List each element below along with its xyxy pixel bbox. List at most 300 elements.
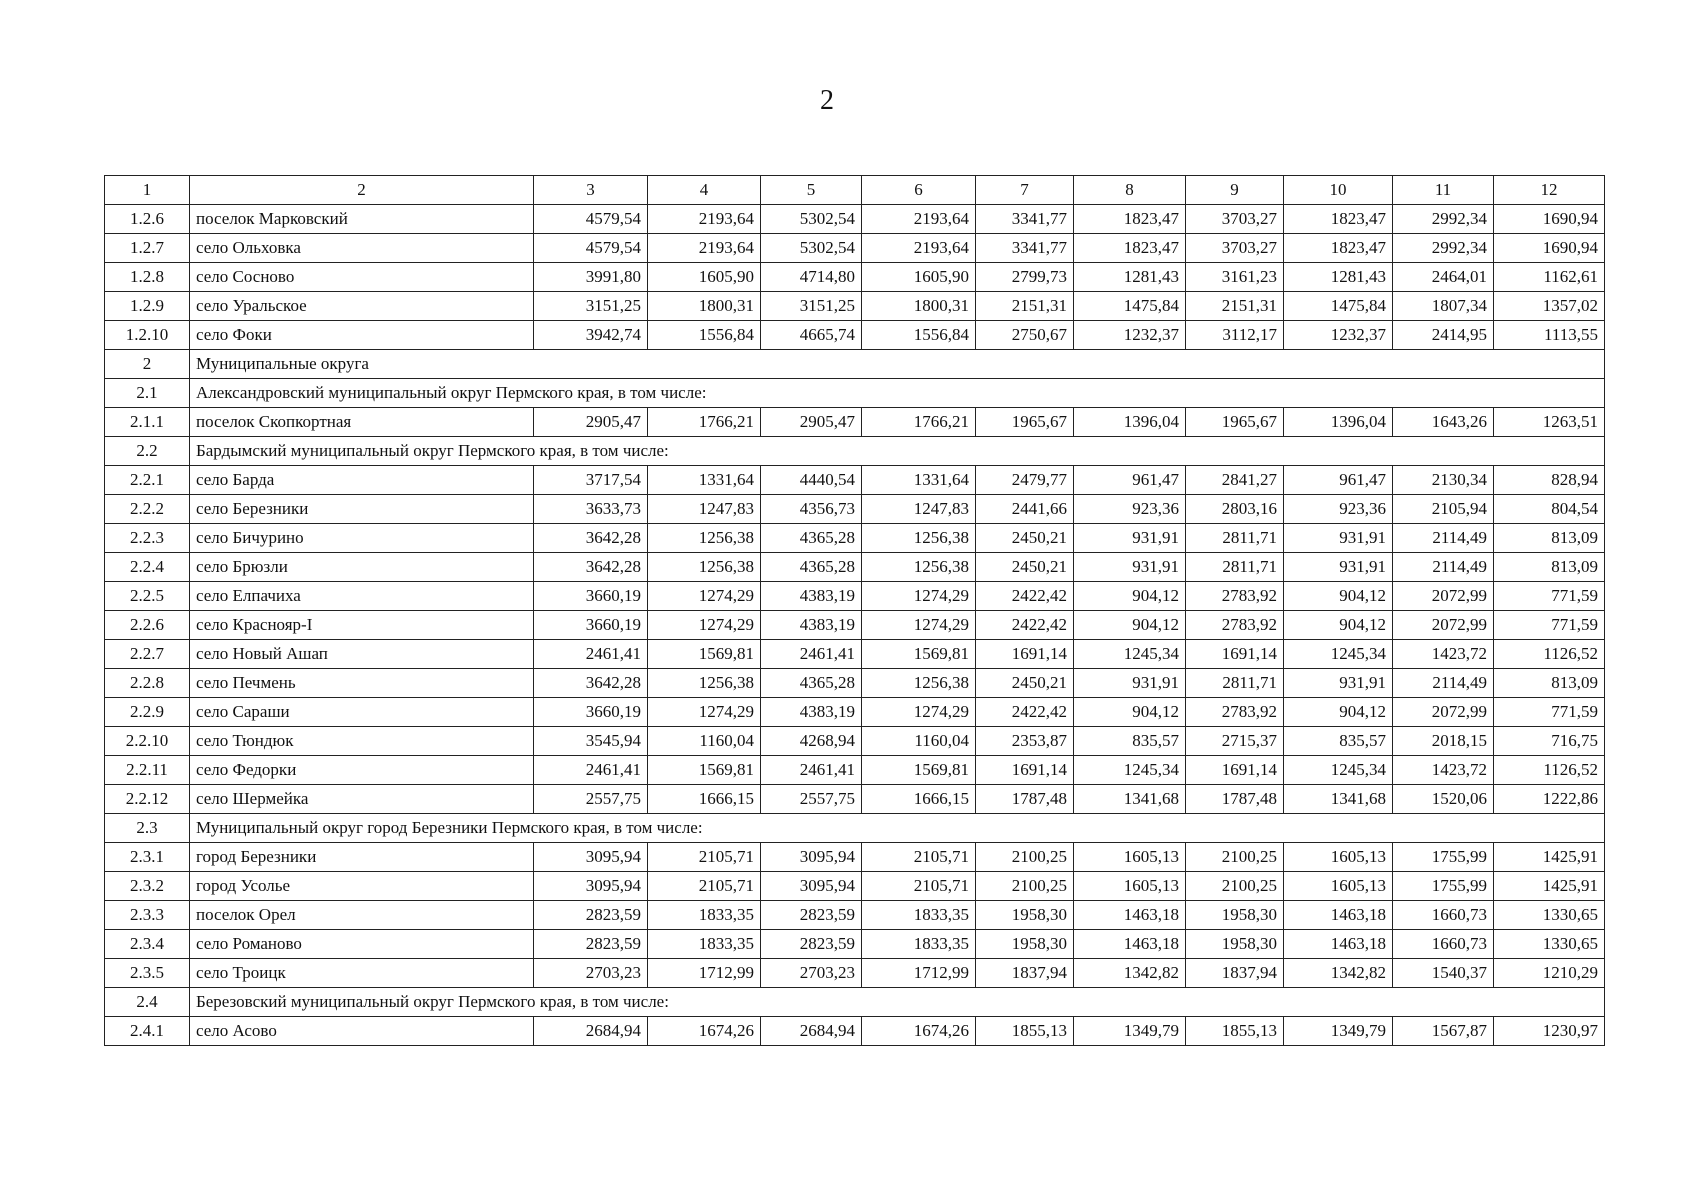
settlement-name-cell: село Федорки (190, 756, 534, 785)
section-row (105, 379, 1605, 408)
row-code-cell: 2.2.4 (105, 553, 190, 582)
value-cell: 2811,71 (1186, 553, 1284, 582)
value-cell: 1520,06 (1393, 785, 1494, 814)
value-cell: 804,54 (1494, 495, 1605, 524)
value-cell: 1958,30 (976, 930, 1074, 959)
value-cell: 904,12 (1074, 698, 1186, 727)
value-cell: 2353,87 (976, 727, 1074, 756)
value-cell: 1800,31 (648, 292, 761, 321)
value-cell: 1342,82 (1074, 959, 1186, 988)
value-cell: 2450,21 (976, 669, 1074, 698)
value-cell: 1855,13 (1186, 1017, 1284, 1046)
value-cell: 2105,71 (862, 872, 976, 901)
row-code-cell: 2.3.2 (105, 872, 190, 901)
value-cell: 2464,01 (1393, 263, 1494, 292)
value-cell: 2100,25 (976, 872, 1074, 901)
value-cell: 3112,17 (1186, 321, 1284, 350)
value-cell: 2703,23 (761, 959, 862, 988)
settlement-name-cell: село Романово (190, 930, 534, 959)
table-row (105, 698, 1605, 727)
value-cell: 1690,94 (1494, 205, 1605, 234)
value-cell: 2105,94 (1393, 495, 1494, 524)
value-cell: 1833,35 (648, 930, 761, 959)
value-cell: 2114,49 (1393, 669, 1494, 698)
row-code-cell: 1.2.8 (105, 263, 190, 292)
value-cell: 1256,38 (862, 553, 976, 582)
value-cell: 4356,73 (761, 495, 862, 524)
value-cell: 1605,13 (1074, 843, 1186, 872)
value-cell: 1569,81 (648, 756, 761, 785)
table-row (105, 1017, 1605, 1046)
value-cell: 4365,28 (761, 669, 862, 698)
value-cell: 1463,18 (1284, 901, 1393, 930)
value-cell: 1569,81 (648, 640, 761, 669)
page-number: 2 (820, 85, 834, 116)
value-cell: 771,59 (1494, 611, 1605, 640)
row-code-cell: 2.2 (105, 437, 190, 466)
value-cell: 1605,90 (648, 263, 761, 292)
value-cell: 1823,47 (1074, 205, 1186, 234)
value-cell: 1605,13 (1074, 872, 1186, 901)
column-number-cell: 6 (862, 176, 976, 205)
row-code-cell: 2.2.8 (105, 669, 190, 698)
column-number-cell: 10 (1284, 176, 1393, 205)
value-cell: 4714,80 (761, 263, 862, 292)
value-cell: 2783,92 (1186, 611, 1284, 640)
row-code-cell: 2.3.5 (105, 959, 190, 988)
table-row (105, 930, 1605, 959)
row-code-cell: 1.2.10 (105, 321, 190, 350)
value-cell: 828,94 (1494, 466, 1605, 495)
row-code-cell: 2.1.1 (105, 408, 190, 437)
value-cell: 1256,38 (648, 524, 761, 553)
row-code-cell: 1.2.9 (105, 292, 190, 321)
table-row (105, 524, 1605, 553)
value-cell: 1755,99 (1393, 872, 1494, 901)
header-row (105, 176, 1605, 205)
table-row (105, 466, 1605, 495)
value-cell: 4579,54 (534, 205, 648, 234)
value-cell: 2414,95 (1393, 321, 1494, 350)
settlement-name-cell: село Сосново (190, 263, 534, 292)
value-cell: 2072,99 (1393, 582, 1494, 611)
value-cell: 2823,59 (761, 901, 862, 930)
value-cell: 961,47 (1284, 466, 1393, 495)
value-cell: 1247,83 (862, 495, 976, 524)
value-cell: 1691,14 (1186, 756, 1284, 785)
value-cell: 931,91 (1284, 669, 1393, 698)
value-cell: 1556,84 (648, 321, 761, 350)
row-code-cell: 2.2.9 (105, 698, 190, 727)
value-cell: 2557,75 (761, 785, 862, 814)
value-cell: 4365,28 (761, 553, 862, 582)
settlement-name-cell: село Сараши (190, 698, 534, 727)
value-cell: 931,91 (1284, 524, 1393, 553)
value-cell: 2100,25 (976, 843, 1074, 872)
value-cell: 1357,02 (1494, 292, 1605, 321)
value-cell: 931,91 (1074, 553, 1186, 582)
value-cell: 904,12 (1284, 582, 1393, 611)
value-cell: 1245,34 (1074, 640, 1186, 669)
value-cell: 1833,35 (648, 901, 761, 930)
column-number-cell: 1 (105, 176, 190, 205)
row-code-cell: 2.2.1 (105, 466, 190, 495)
value-cell: 904,12 (1074, 611, 1186, 640)
column-number-cell: 2 (190, 176, 534, 205)
value-cell: 3095,94 (761, 843, 862, 872)
table-row (105, 669, 1605, 698)
value-cell: 2193,64 (862, 205, 976, 234)
value-cell: 2114,49 (1393, 553, 1494, 582)
value-cell: 1274,29 (862, 611, 976, 640)
value-cell: 1475,84 (1284, 292, 1393, 321)
value-cell: 771,59 (1494, 698, 1605, 727)
value-cell: 813,09 (1494, 553, 1605, 582)
value-cell: 931,91 (1074, 524, 1186, 553)
value-cell: 3660,19 (534, 698, 648, 727)
value-cell: 3991,80 (534, 263, 648, 292)
section-row (105, 350, 1605, 379)
value-cell: 2105,71 (862, 843, 976, 872)
row-code-cell: 2.2.2 (105, 495, 190, 524)
table-row (105, 959, 1605, 988)
settlement-name-cell: город Усолье (190, 872, 534, 901)
settlement-name-cell: село Троицк (190, 959, 534, 988)
value-cell: 2811,71 (1186, 669, 1284, 698)
row-code-cell: 2.3.4 (105, 930, 190, 959)
value-cell: 1569,81 (862, 756, 976, 785)
value-cell: 2823,59 (761, 930, 862, 959)
settlement-name-cell: село Тюндюк (190, 727, 534, 756)
value-cell: 4665,74 (761, 321, 862, 350)
value-cell: 2114,49 (1393, 524, 1494, 553)
value-cell: 1341,68 (1074, 785, 1186, 814)
value-cell: 931,91 (1074, 669, 1186, 698)
value-cell: 2193,64 (648, 205, 761, 234)
value-cell: 2441,66 (976, 495, 1074, 524)
value-cell: 1274,29 (862, 582, 976, 611)
value-cell: 1833,35 (862, 901, 976, 930)
value-cell: 4579,54 (534, 234, 648, 263)
value-cell: 3642,28 (534, 669, 648, 698)
value-cell: 1965,67 (976, 408, 1074, 437)
section-row (105, 988, 1605, 1017)
value-cell: 1281,43 (1074, 263, 1186, 292)
value-cell: 3341,77 (976, 205, 1074, 234)
section-title-cell: Муниципальный округ город Березники Пермского края, в том числе: (190, 814, 1605, 843)
value-cell: 3642,28 (534, 553, 648, 582)
value-cell: 1396,04 (1074, 408, 1186, 437)
value-cell: 1210,29 (1494, 959, 1605, 988)
value-cell: 3095,94 (534, 843, 648, 872)
table-row (105, 205, 1605, 234)
column-number-cell: 8 (1074, 176, 1186, 205)
value-cell: 3642,28 (534, 524, 648, 553)
value-cell: 1605,13 (1284, 872, 1393, 901)
value-cell: 2803,16 (1186, 495, 1284, 524)
value-cell: 1823,47 (1074, 234, 1186, 263)
value-cell: 1274,29 (648, 582, 761, 611)
value-cell: 1162,61 (1494, 263, 1605, 292)
value-cell: 771,59 (1494, 582, 1605, 611)
settlement-name-cell: город Березники (190, 843, 534, 872)
value-cell: 2715,37 (1186, 727, 1284, 756)
value-cell: 1349,79 (1284, 1017, 1393, 1046)
value-cell: 2130,34 (1393, 466, 1494, 495)
value-cell: 1660,73 (1393, 901, 1494, 930)
value-cell: 3717,54 (534, 466, 648, 495)
settlement-name-cell: село Краснояр-I (190, 611, 534, 640)
value-cell: 1245,34 (1284, 640, 1393, 669)
value-cell: 3151,25 (761, 292, 862, 321)
value-cell: 1256,38 (862, 669, 976, 698)
column-number-cell: 7 (976, 176, 1074, 205)
value-cell: 2105,71 (648, 843, 761, 872)
value-cell: 3660,19 (534, 611, 648, 640)
table-row (105, 292, 1605, 321)
settlement-name-cell: село Барда (190, 466, 534, 495)
value-cell: 1766,21 (648, 408, 761, 437)
value-cell: 2193,64 (648, 234, 761, 263)
value-cell: 1274,29 (648, 698, 761, 727)
value-cell: 1232,37 (1074, 321, 1186, 350)
value-cell: 1274,29 (648, 611, 761, 640)
value-cell: 813,09 (1494, 669, 1605, 698)
value-cell: 1245,34 (1284, 756, 1393, 785)
settlement-name-cell: село Бичурино (190, 524, 534, 553)
value-cell: 3341,77 (976, 234, 1074, 263)
value-cell: 931,91 (1284, 553, 1393, 582)
value-cell: 1766,21 (862, 408, 976, 437)
value-cell: 1256,38 (648, 669, 761, 698)
value-cell: 1605,90 (862, 263, 976, 292)
column-number-cell: 5 (761, 176, 862, 205)
table-row (105, 263, 1605, 292)
settlement-name-cell: село Новый Ашап (190, 640, 534, 669)
value-cell: 1342,82 (1284, 959, 1393, 988)
value-cell: 2018,15 (1393, 727, 1494, 756)
value-cell: 1423,72 (1393, 756, 1494, 785)
value-cell: 923,36 (1074, 495, 1186, 524)
table-row (105, 408, 1605, 437)
value-cell: 1540,37 (1393, 959, 1494, 988)
table-row (105, 640, 1605, 669)
table-row (105, 234, 1605, 263)
value-cell: 2461,41 (534, 640, 648, 669)
column-number-cell: 11 (1393, 176, 1494, 205)
value-cell: 2461,41 (761, 640, 862, 669)
value-cell: 1245,34 (1074, 756, 1186, 785)
value-cell: 2750,67 (976, 321, 1074, 350)
value-cell: 1396,04 (1284, 408, 1393, 437)
value-cell: 4440,54 (761, 466, 862, 495)
value-cell: 1833,35 (862, 930, 976, 959)
row-code-cell: 2.3.1 (105, 843, 190, 872)
value-cell: 1965,67 (1186, 408, 1284, 437)
value-cell: 1463,18 (1284, 930, 1393, 959)
table-row (105, 321, 1605, 350)
value-cell: 2841,27 (1186, 466, 1284, 495)
value-cell: 1666,15 (648, 785, 761, 814)
value-cell: 2799,73 (976, 263, 1074, 292)
value-cell: 835,57 (1074, 727, 1186, 756)
value-cell: 4383,19 (761, 698, 862, 727)
value-cell: 1691,14 (976, 640, 1074, 669)
value-cell: 1330,65 (1494, 901, 1605, 930)
section-title-cell: Бардымский муниципальный округ Пермского края, в том числе: (190, 437, 1605, 466)
value-cell: 1837,94 (976, 959, 1074, 988)
value-cell: 2783,92 (1186, 698, 1284, 727)
value-cell: 2557,75 (534, 785, 648, 814)
row-code-cell: 2.2.6 (105, 611, 190, 640)
settlement-name-cell: село Уральское (190, 292, 534, 321)
value-cell: 1643,26 (1393, 408, 1494, 437)
value-cell: 2450,21 (976, 524, 1074, 553)
value-cell: 1331,64 (648, 466, 761, 495)
settlement-name-cell: село Елпачиха (190, 582, 534, 611)
value-cell: 1855,13 (976, 1017, 1074, 1046)
column-number-cell: 4 (648, 176, 761, 205)
row-code-cell: 1.2.6 (105, 205, 190, 234)
section-row (105, 814, 1605, 843)
value-cell: 1787,48 (1186, 785, 1284, 814)
table-row (105, 785, 1605, 814)
value-cell: 3703,27 (1186, 205, 1284, 234)
settlement-name-cell: село Асово (190, 1017, 534, 1046)
tariff-table (104, 175, 1605, 1046)
value-cell: 904,12 (1284, 611, 1393, 640)
value-cell: 2992,34 (1393, 234, 1494, 263)
row-code-cell: 2.2.5 (105, 582, 190, 611)
value-cell: 1666,15 (862, 785, 976, 814)
value-cell: 1691,14 (976, 756, 1074, 785)
row-code-cell: 2.4.1 (105, 1017, 190, 1046)
value-cell: 1126,52 (1494, 640, 1605, 669)
value-cell: 1823,47 (1284, 205, 1393, 234)
table-row (105, 582, 1605, 611)
row-code-cell: 2.2.7 (105, 640, 190, 669)
value-cell: 2684,94 (761, 1017, 862, 1046)
value-cell: 2823,59 (534, 930, 648, 959)
settlement-name-cell: село Шермейка (190, 785, 534, 814)
value-cell: 1330,65 (1494, 930, 1605, 959)
settlement-name-cell: село Березники (190, 495, 534, 524)
value-cell: 835,57 (1284, 727, 1393, 756)
value-cell: 2811,71 (1186, 524, 1284, 553)
value-cell: 1567,87 (1393, 1017, 1494, 1046)
value-cell: 904,12 (1284, 698, 1393, 727)
value-cell: 4365,28 (761, 524, 862, 553)
value-cell: 5302,54 (761, 234, 862, 263)
table-row (105, 727, 1605, 756)
value-cell: 3095,94 (534, 872, 648, 901)
value-cell: 1281,43 (1284, 263, 1393, 292)
value-cell: 2422,42 (976, 611, 1074, 640)
value-cell: 2461,41 (761, 756, 862, 785)
value-cell: 1712,99 (862, 959, 976, 988)
row-code-cell: 2.3.3 (105, 901, 190, 930)
settlement-name-cell: поселок Марковский (190, 205, 534, 234)
row-code-cell: 2 (105, 350, 190, 379)
value-cell: 1425,91 (1494, 872, 1605, 901)
section-title-cell: Муниципальные округа (190, 350, 1605, 379)
table-row (105, 843, 1605, 872)
value-cell: 1837,94 (1186, 959, 1284, 988)
value-cell: 2151,31 (976, 292, 1074, 321)
settlement-name-cell: поселок Скопкортная (190, 408, 534, 437)
value-cell: 1800,31 (862, 292, 976, 321)
row-code-cell: 2.2.3 (105, 524, 190, 553)
value-cell: 904,12 (1074, 582, 1186, 611)
table-row (105, 611, 1605, 640)
value-cell: 2905,47 (761, 408, 862, 437)
value-cell: 1958,30 (1186, 930, 1284, 959)
value-cell: 716,75 (1494, 727, 1605, 756)
value-cell: 4383,19 (761, 582, 862, 611)
value-cell: 2450,21 (976, 553, 1074, 582)
value-cell: 3660,19 (534, 582, 648, 611)
column-number-cell: 9 (1186, 176, 1284, 205)
settlement-name-cell: село Фоки (190, 321, 534, 350)
table-row (105, 495, 1605, 524)
value-cell: 1423,72 (1393, 640, 1494, 669)
value-cell: 3545,94 (534, 727, 648, 756)
value-cell: 1691,14 (1186, 640, 1284, 669)
row-code-cell: 2.3 (105, 814, 190, 843)
value-cell: 923,36 (1284, 495, 1393, 524)
value-cell: 2422,42 (976, 698, 1074, 727)
value-cell: 813,09 (1494, 524, 1605, 553)
value-cell: 1807,34 (1393, 292, 1494, 321)
value-cell: 1256,38 (648, 553, 761, 582)
value-cell: 1341,68 (1284, 785, 1393, 814)
table-row (105, 901, 1605, 930)
value-cell: 3095,94 (761, 872, 862, 901)
value-cell: 1256,38 (862, 524, 976, 553)
section-title-cell: Александровский муниципальный округ Пермского края, в том числе: (190, 379, 1605, 408)
value-cell: 4383,19 (761, 611, 862, 640)
value-cell: 1958,30 (976, 901, 1074, 930)
settlement-name-cell: село Печмень (190, 669, 534, 698)
row-code-cell: 2.1 (105, 379, 190, 408)
value-cell: 1958,30 (1186, 901, 1284, 930)
section-title-cell: Березовский муниципальный округ Пермского края, в том числе: (190, 988, 1605, 1017)
value-cell: 2461,41 (534, 756, 648, 785)
value-cell: 2783,92 (1186, 582, 1284, 611)
value-cell: 3703,27 (1186, 234, 1284, 263)
value-cell: 1787,48 (976, 785, 1074, 814)
column-number-cell: 3 (534, 176, 648, 205)
value-cell: 3151,25 (534, 292, 648, 321)
table-row (105, 872, 1605, 901)
table-body (105, 176, 1605, 1046)
value-cell: 2072,99 (1393, 611, 1494, 640)
value-cell: 3942,74 (534, 321, 648, 350)
value-cell: 2422,42 (976, 582, 1074, 611)
row-code-cell: 2.2.12 (105, 785, 190, 814)
value-cell: 2479,77 (976, 466, 1074, 495)
section-row (105, 437, 1605, 466)
value-cell: 1475,84 (1074, 292, 1186, 321)
value-cell: 1556,84 (862, 321, 976, 350)
value-cell: 1222,86 (1494, 785, 1605, 814)
settlement-name-cell: поселок Орел (190, 901, 534, 930)
value-cell: 1569,81 (862, 640, 976, 669)
table-row (105, 553, 1605, 582)
value-cell: 1331,64 (862, 466, 976, 495)
value-cell: 2992,34 (1393, 205, 1494, 234)
value-cell: 2151,31 (1186, 292, 1284, 321)
